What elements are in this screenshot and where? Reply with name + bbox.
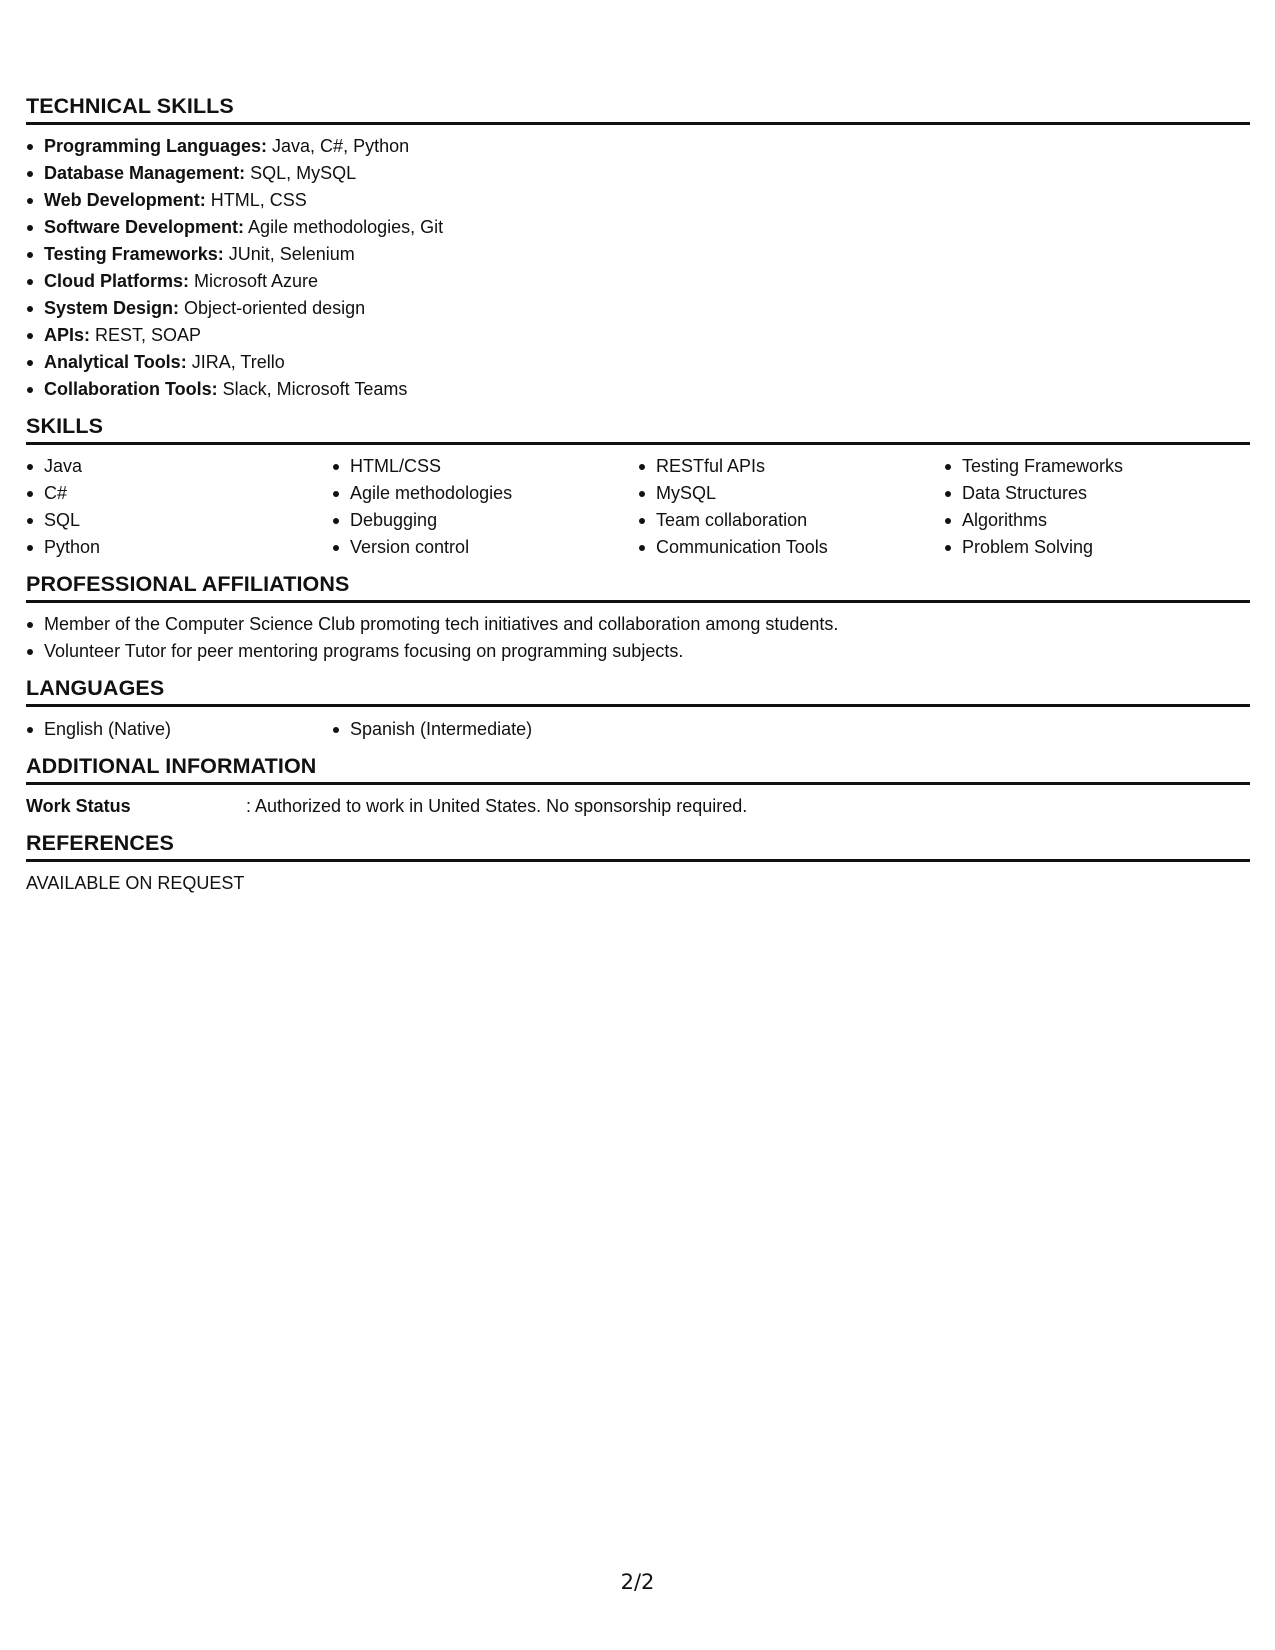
list-item: RESTful APIs xyxy=(638,453,944,480)
list-item: Member of the Computer Science Club promoting tech initiatives and collaboration among students. xyxy=(26,611,1250,638)
list-item: Java xyxy=(26,453,332,480)
skill-value: Java, C#, Python xyxy=(267,136,410,156)
list-item: HTML/CSS xyxy=(332,453,638,480)
skill-value: Microsoft Azure xyxy=(189,271,319,291)
list-item: Spanish (Intermediate) xyxy=(332,716,638,743)
languages-column xyxy=(26,716,332,743)
languages-grid xyxy=(26,716,1250,743)
list-item: Agile methodologies xyxy=(332,480,638,507)
list-item xyxy=(26,187,1250,214)
references-section xyxy=(26,831,1250,897)
skill-label: Cloud Platforms: xyxy=(44,271,190,291)
work-status-value: : Authorized to work in United States. No sponsorship required. xyxy=(246,796,748,816)
skill-label: Database Management: xyxy=(44,163,246,183)
skill-label: Web Development: xyxy=(44,190,206,210)
references-text: AVAILABLE ON REQUEST xyxy=(26,873,245,893)
list-item: Data Structures xyxy=(944,480,1250,507)
list-item xyxy=(26,241,1250,268)
skills-column xyxy=(944,453,1250,561)
list-item xyxy=(26,349,1250,376)
list-item xyxy=(26,376,1250,403)
skill-label: Programming Languages: xyxy=(44,136,268,156)
list-item: Algorithms xyxy=(944,507,1250,534)
skill-value: Slack, Microsoft Teams xyxy=(217,379,408,399)
work-status-label: Work Status xyxy=(26,796,131,816)
list-item: MySQL xyxy=(638,480,944,507)
resume-page xyxy=(26,94,1250,897)
list-item: Debugging xyxy=(332,507,638,534)
list-item xyxy=(26,214,1250,241)
list-item: Testing Frameworks xyxy=(944,453,1250,480)
skill-value: SQL, MySQL xyxy=(245,163,357,183)
affiliations-section xyxy=(26,572,1250,665)
list-item: Problem Solving xyxy=(944,534,1250,561)
list-item: Volunteer Tutor for peer mentoring programs focusing on programming subjects. xyxy=(26,638,1250,665)
affiliations-list xyxy=(26,611,1250,665)
technical-skills-heading: TECHNICAL SKILLS xyxy=(26,94,1250,125)
affiliations-heading: PROFESSIONAL AFFILIATIONS xyxy=(26,572,1250,603)
skill-label: Testing Frameworks: xyxy=(44,244,224,264)
skill-value: HTML, CSS xyxy=(205,190,307,210)
list-item xyxy=(26,295,1250,322)
skill-value: JIRA, Trello xyxy=(186,352,285,372)
skill-label: APIs: xyxy=(44,325,91,345)
skill-value: Object-oriented design xyxy=(179,298,366,318)
skill-value: JUnit, Selenium xyxy=(223,244,355,264)
additional-info-section xyxy=(26,754,1250,820)
skill-label: System Design: xyxy=(44,298,180,318)
skills-column xyxy=(26,453,332,561)
skills-column xyxy=(332,453,638,561)
list-item: Python xyxy=(26,534,332,561)
references-heading: REFERENCES xyxy=(26,831,1250,862)
list-item xyxy=(26,160,1250,187)
technical-skills-list xyxy=(26,133,1250,403)
list-item xyxy=(26,133,1250,160)
skill-label: Analytical Tools: xyxy=(44,352,187,372)
skills-section xyxy=(26,414,1250,561)
skill-label: Software Development: xyxy=(44,217,245,237)
skill-label: Collaboration Tools: xyxy=(44,379,218,399)
languages-column xyxy=(332,716,638,743)
technical-skills-section xyxy=(26,94,1250,403)
languages-section xyxy=(26,676,1250,743)
skill-value: Agile methodologies, Git xyxy=(244,217,444,237)
skills-grid xyxy=(26,453,1250,561)
list-item: Version control xyxy=(332,534,638,561)
list-item xyxy=(26,322,1250,349)
page-number: 2/2 xyxy=(620,1570,655,1594)
skill-value: REST, SOAP xyxy=(90,325,202,345)
additional-info-heading: ADDITIONAL INFORMATION xyxy=(26,754,1250,785)
languages-heading: LANGUAGES xyxy=(26,676,1250,707)
list-item: English (Native) xyxy=(26,716,332,743)
list-item: C# xyxy=(26,480,332,507)
work-status-row xyxy=(26,793,1250,820)
list-item: SQL xyxy=(26,507,332,534)
list-item xyxy=(26,268,1250,295)
skills-heading: SKILLS xyxy=(26,414,1250,445)
list-item: Communication Tools xyxy=(638,534,944,561)
skills-column xyxy=(638,453,944,561)
list-item: Team collaboration xyxy=(638,507,944,534)
